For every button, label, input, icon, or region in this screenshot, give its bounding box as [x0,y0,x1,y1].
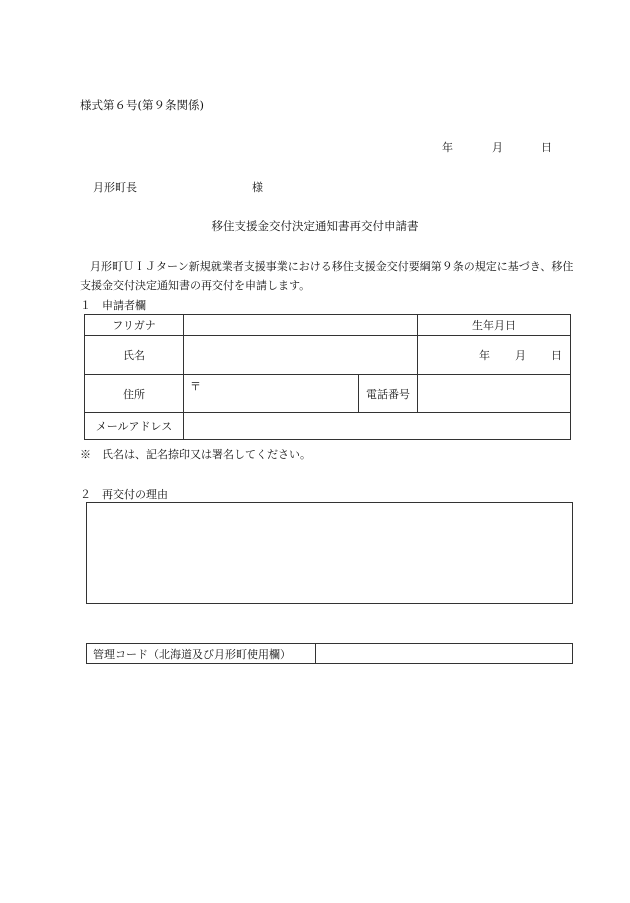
birth-year-label: 年 [479,349,490,362]
date-month-label: 月 [492,141,503,154]
birthdate-label: 生年月日 [418,315,571,336]
name-field[interactable] [184,336,418,375]
address-field[interactable] [184,375,359,413]
management-code-table [86,643,573,664]
date-day-label: 日 [541,141,552,154]
furigana-field[interactable] [184,315,418,336]
address-label: 住所 [85,375,184,413]
phone-field[interactable] [418,375,571,413]
management-code-label: 管理コード（北海道及び月形町使用欄） [87,644,316,664]
section2-heading: ２ 再交付の理由 [80,488,168,501]
management-code-field[interactable] [316,644,573,664]
body-text: 月形町ＵＩＪターン新規就業者支援事業における移住支援金交付要綱第９条の規定に基づき、移住支援金交付決定通知書の再交付を申請します。 [80,260,574,292]
signature-note: ※ 氏名は、記名捺印又は署名してください。 [80,448,311,461]
email-field[interactable] [184,413,571,440]
birthdate-field[interactable] [418,336,571,375]
furigana-label: フリガナ [85,315,184,336]
reissue-reason-field[interactable] [86,502,573,604]
addressee-name: 月形町長 [93,181,137,194]
name-label: 氏名 [85,336,184,375]
section1-heading: １ 申請者欄 [80,299,146,312]
applicant-table [84,314,571,440]
addressee-honorific: 様 [252,181,263,194]
phone-label: 電話番号 [359,375,418,413]
birth-day-label: 日 [551,349,562,362]
birth-month-label: 月 [515,349,526,362]
date-year-label: 年 [442,141,453,154]
email-label: メールアドレス [85,413,184,440]
form-number: 様式第６号(第９条関係) [80,98,204,112]
document-title: 移住支援金交付決定通知書再交付申請書 [211,219,419,233]
postal-mark: 〒 [190,380,201,393]
